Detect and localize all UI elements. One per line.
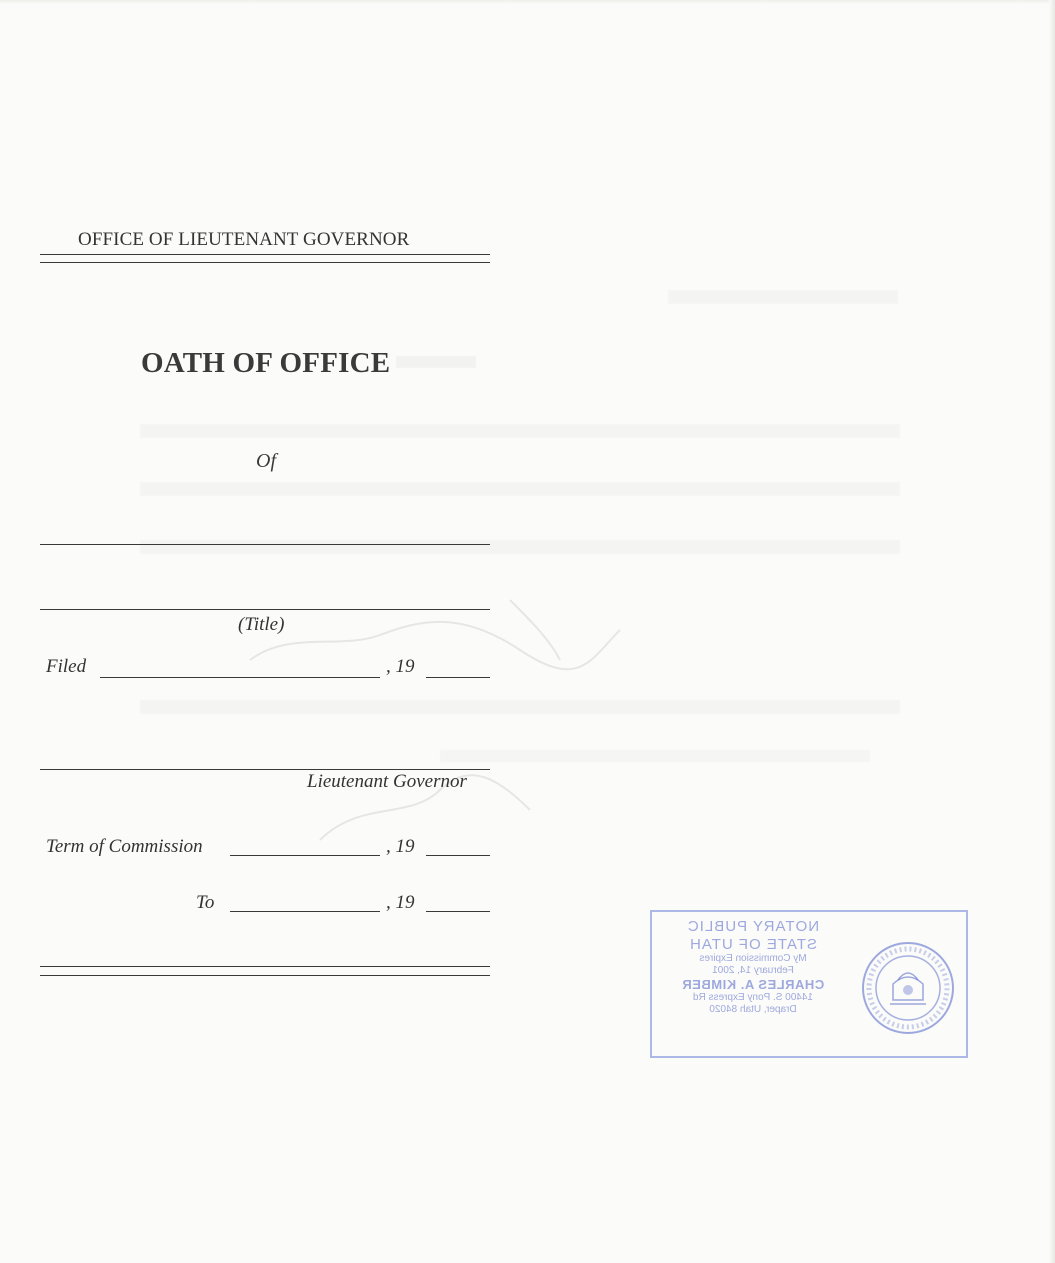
title-line[interactable] — [40, 609, 490, 610]
title-label: (Title) — [238, 614, 285, 635]
term-year-line[interactable] — [426, 855, 490, 856]
signature-bleed-through — [230, 590, 650, 870]
bleed-through-line — [396, 356, 476, 368]
bleed-through-line — [140, 540, 900, 554]
of-label: Of — [256, 450, 276, 472]
to-label: To — [196, 892, 215, 913]
notary-stamp-text — [658, 918, 848, 1016]
bleed-through-line — [140, 424, 900, 438]
to-date-line[interactable] — [230, 911, 380, 912]
notary-stamp — [650, 910, 968, 1058]
notary-address-line-2: Draper, Utah 84020 — [709, 1004, 797, 1016]
page-top-edge — [0, 0, 1055, 4]
term-label: Term of Commission — [46, 836, 203, 857]
to-year-line[interactable] — [426, 911, 490, 912]
office-title: OFFICE OF LIEUTENANT GOVERNOR — [78, 229, 410, 250]
notary-line-2: STATE OF UTAH — [689, 935, 817, 953]
bleed-through-line — [668, 290, 898, 304]
page-right-edge — [1049, 0, 1055, 1263]
filed-label: Filed — [46, 656, 87, 677]
notary-name: CHARLES A. KIMBER — [681, 976, 825, 992]
notary-address-line-1: 14400 S. Pony Express Rd — [692, 992, 814, 1004]
filed-year-line[interactable] — [426, 677, 490, 678]
state-seal-icon — [860, 940, 956, 1036]
header-rule-bottom — [40, 262, 490, 263]
to-year-prefix: , 19 — [386, 892, 415, 913]
header-rule-top — [40, 254, 490, 255]
term-year-prefix: , 19 — [386, 836, 415, 857]
document-title: OATH OF OFFICE — [141, 347, 391, 379]
name-line[interactable] — [40, 544, 490, 545]
notary-line-1: NOTARY PUBLIC — [686, 918, 820, 935]
bottom-rule-bottom — [40, 975, 490, 976]
lt-governor-label: Lieutenant Governor — [307, 771, 467, 792]
notary-line-4: February 14, 2001 — [712, 965, 794, 977]
term-date-line[interactable] — [230, 855, 380, 856]
notary-line-3: My Commission Expires — [699, 953, 807, 965]
bleed-through-line — [140, 482, 900, 496]
lt-governor-signature-line[interactable] — [40, 769, 490, 770]
filed-year-prefix: , 19 — [386, 656, 415, 677]
filed-date-line[interactable] — [100, 677, 380, 678]
bottom-rule-top — [40, 966, 490, 967]
